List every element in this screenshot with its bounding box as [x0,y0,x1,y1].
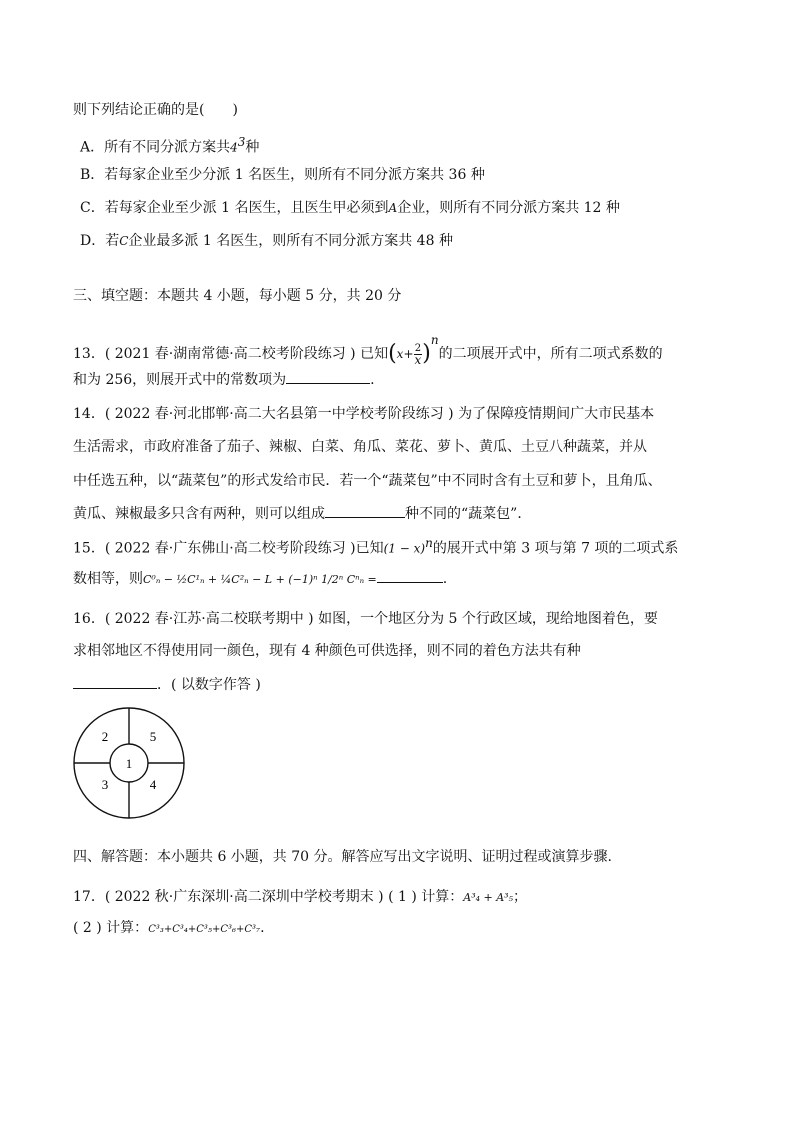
region-4-label: 4 [149,777,157,792]
math-expression: C³₃+C³₄+C³₅+C³₆+C³₇ [148,924,261,935]
power-exponent: 3 [237,135,246,149]
q12-option-b [80,165,485,185]
q15-text: 数相等，则 [73,571,143,587]
q16-text: ．( 以数字作答 ) [157,677,261,693]
q15-line2: 数相等，则C⁰ₙ − ½C¹ₙ + ¼C²ₙ − L + (−1)ⁿ 1/2ⁿ Cⁿₙ = . [73,568,447,590]
q12-stem-text: 则下列结论正确的是 [73,102,199,118]
math-exponent: n [425,536,433,550]
q14-text: 种不同的“蔬菜包”． [405,506,532,522]
q12-option-a [80,132,259,158]
option-text: 企业最多派 1 名医生，则所有不同分派方案共 48 种 [128,233,453,249]
region-2-label: 2 [101,729,109,744]
math-paren: ( [388,341,397,366]
q15-text: 的展开式中第 3 项与第 7 项的二项式系 [432,540,679,557]
q17-line1: 17．( 2022 秋·广东深圳·高二深圳中学校考期末 ) ( 1 ) 计算：A³₄ + A³₅； [73,889,527,905]
answer-blank[interactable] [73,674,157,689]
region-5-label: 5 [149,729,157,744]
q14-line3: 中任选五种，以“蔬菜包”的形式发给市民．若一个“蔬菜包”中不同时含有土豆和萝卜，且角瓜、 [73,473,662,489]
answer-blank[interactable] [377,568,443,583]
math-expression: A³₄ + A³₅ [463,891,513,904]
q15-text: 15．( 2022 春·广东佛山·高二校考阶段练习 )已知 [73,540,384,557]
q15-line1 [73,533,678,559]
option-text: 所有不同分派方案共 [104,139,231,156]
math-exponent: n [430,333,439,347]
answer-blank[interactable] [325,503,405,518]
option-label: C． [80,200,105,216]
power-base: 4 [230,140,238,155]
math-symbol: A [388,201,398,215]
q16-line1: 16．( 2022 春·江苏·高二校联考期中 ) 如图，一个地区分为 5 个行政区域，现给地图着色，要 [73,611,658,627]
option-text: 企业，则所有不同分派方案共 12 种 [397,200,620,216]
option-text: 若每家企业至少分派 1 名医生，则所有不同分派方案共 36 种 [104,167,485,183]
math-symbol: C [119,234,129,248]
math-op: + [403,347,414,361]
section3-heading: 三、填空题：本题共 4 小题，每小题 5 分，共 20 分 [73,288,402,304]
q12-option-c [80,198,620,218]
option-text: 若 [105,233,120,249]
q16-line3 [73,674,261,695]
q13-text: 的二项展开式中，所有二项式系数的 [438,346,663,362]
option-text: 种 [245,139,260,156]
q12-option-d [80,231,453,251]
q14-line4 [73,503,531,524]
region-3-label: 3 [101,777,109,792]
q14-line2: 生活需求，市政府准备了茄子、辣椒、白菜、角瓜、菜花、萝卜、黄瓜、土豆八种蔬菜，并从 [73,439,647,455]
q13-line2: 和为 256，则展开式中的常数项为 . [73,369,375,390]
q13-line1 [73,328,663,366]
region-1-label: 1 [125,756,133,771]
q17-text: 17．( 2022 秋·广东深圳·高二深圳中学校考期末 ) ( 1 ) 计算： [73,889,464,905]
answer-blank[interactable] [286,369,370,384]
q17-text: ( 2 ) 计算： [73,920,149,936]
math-var: x [396,347,404,361]
math-binomial: (1 − x) [383,541,426,556]
option-label: A． [80,139,105,156]
option-text: 若每家企业至少派 1 名医生，且医生甲必须到 [104,200,389,216]
region-map-diagram [70,705,190,825]
math-paren: ) [422,341,431,366]
q16-line2: 求相邻地区不得使用同一颜色，现有 4 种颜色可供选择，则不同的着色方法共有种 [73,643,581,659]
math-expression: C⁰ₙ − ½C¹ₙ + ¼C²ₙ − L + (−1)ⁿ 1/2ⁿ Cⁿₙ = [143,573,377,586]
q14-line1: 14．( 2022 春·河北邯郸·高二大名县第一中学校考阶段练习 ) 为了保障疫情期间广大市民基本 [73,406,655,422]
q14-text: 黄瓜、辣椒最多只含有两种，则可以组成 [73,506,325,522]
math-fraction: $\frac{2}{x}$ [414,342,422,367]
q13-text: 13．( 2021 春·湖南常德·高二校考阶段练习 ) 已知 [73,346,389,362]
section4-heading: 四、解答题：本小题共 6 小题，共 70 分。解答应写出文字说明、证明过程或演算步骤. [73,849,612,865]
option-label: B． [80,167,105,183]
option-label: D． [80,233,106,249]
q17-line2: ( 2 ) 计算：C³₃+C³₄+C³₅+C³₆+C³₇. [73,920,265,936]
q13-text: 和为 256，则展开式中的常数项为 [73,372,287,388]
q12-answer-paren: ( ) [199,102,238,118]
q12-stem [73,100,238,120]
